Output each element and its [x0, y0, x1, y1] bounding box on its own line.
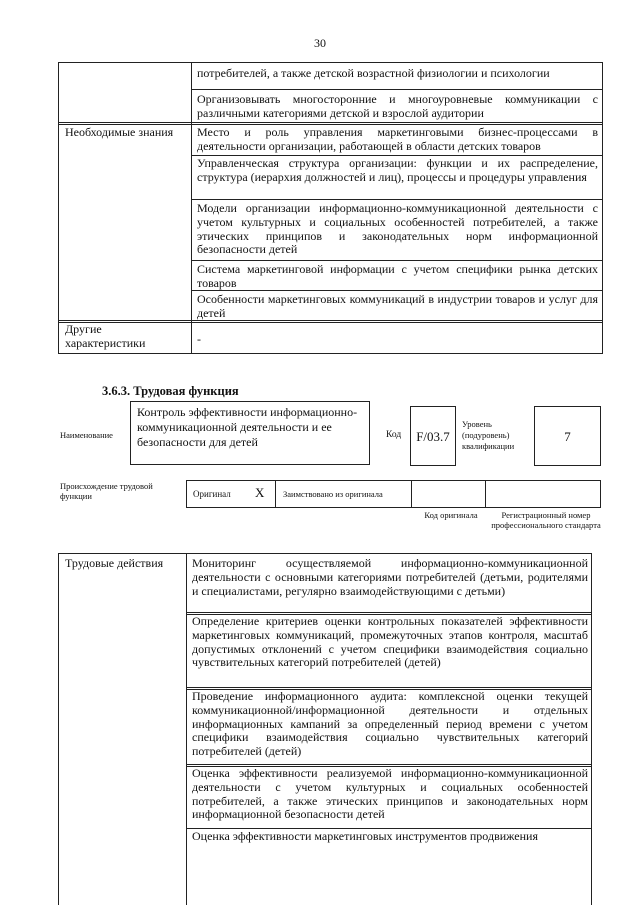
origin-box [186, 480, 601, 508]
name-box [130, 401, 370, 465]
page-number: 30 [314, 36, 326, 50]
table-cell: Особенности маркетинговых коммуникаций в индустрии товаров и услуг для детей [197, 292, 598, 320]
knowledge-table [58, 62, 603, 354]
origin-label: Происхождение трудовой функции [60, 481, 153, 501]
column-divider [186, 554, 187, 905]
origin-divider [275, 481, 276, 507]
table-cell: Место и роль управления маркетинговыми бизнес-процессами в деятельности организации, работающей в области детских товаров [197, 125, 598, 153]
row-divider [191, 199, 602, 200]
label-knowledge: Необходимые знания [65, 125, 174, 139]
table-cell: Мониторинг осуществляемой информационно-коммуникационной деятельности с основными категориями потребителей (детьми, родителями и специалистами, регулярно взаимодействующими с детьми) [192, 556, 588, 598]
code-original-caption: Код оригинала [424, 510, 478, 520]
code-label: Код [386, 430, 402, 440]
table-cell: Проведение информационного аудита: комплексной оценки текущей коммуникационной/информационной деятельности и отдельных информационных кампаний за определенный период времени с учетом специфики взаимодействия социально чувствительных категорий потребителей (детей) [192, 689, 588, 759]
level-box [534, 406, 601, 466]
level-label: Уровень (подуровень) квалификации [462, 419, 515, 451]
table-cell: потребителей, а также детской возрастной физиологии и психологии [197, 66, 550, 80]
column-divider [191, 63, 192, 353]
section-heading: 3.6.3. Трудовая функция [102, 384, 239, 398]
name-label: Наименование [60, 430, 113, 440]
original-mark: X [255, 485, 265, 500]
origin-divider [485, 481, 486, 507]
name-value: Контроль эффективности информационно-коммуникационной деятельности и ее безопасности для детей [137, 405, 358, 449]
table-cell: Управленческая структура организации: функции и их распределение, структура (иерархия должностей и лиц), процессы и процедуры управления [197, 156, 598, 184]
origin-divider [411, 481, 412, 507]
table-cell: Система маркетинговой информации с учетом специфики рынка детских товаров [197, 262, 598, 290]
label-other: Другие характеристики [65, 322, 146, 350]
table-cell: Организовывать многосторонние и многоуровневые коммуникации с различными категориями детской и взрослой аудитории [197, 92, 598, 120]
table-cell: - [197, 332, 201, 346]
table-cell: Оценка эффективности реализуемой информационно-коммуникационной деятельности с учетом культурных и социальных особенностей потребителей, а также этических принципов и законодательных норм информационной безопасности детей [192, 766, 588, 822]
row-divider [191, 89, 602, 90]
row-divider [191, 260, 602, 261]
code-value: F/03.7 [416, 429, 450, 444]
reg-number-caption: Регистрационный номер профессионального стандарта [491, 510, 601, 530]
code-box [410, 406, 456, 466]
original-label: Оригинал [193, 489, 231, 499]
labor-actions-table [58, 553, 592, 905]
level-value: 7 [564, 429, 571, 444]
table-cell: Модели организации информационно-коммуникационной деятельности с учетом культурных и социальных особенностей потребителей, а также этических принципов и законодательных норм информационной безопасности детей [197, 201, 598, 257]
row-divider [191, 290, 602, 291]
table-cell: Определение критериев оценки контрольных показателей эффективности маркетинговых коммуникаций, промежуточных этапов контроля, масштаб допустимых отклонений с учетом специфики взаимодействия социально чувствительных категорий потребителей (детей) [192, 614, 588, 670]
borrowed-label: Заимствовано из оригинала [283, 489, 383, 499]
table-cell: Оценка эффективности маркетинговых инструментов продвижения [192, 829, 538, 843]
label-labor-actions: Трудовые действия [65, 556, 164, 570]
